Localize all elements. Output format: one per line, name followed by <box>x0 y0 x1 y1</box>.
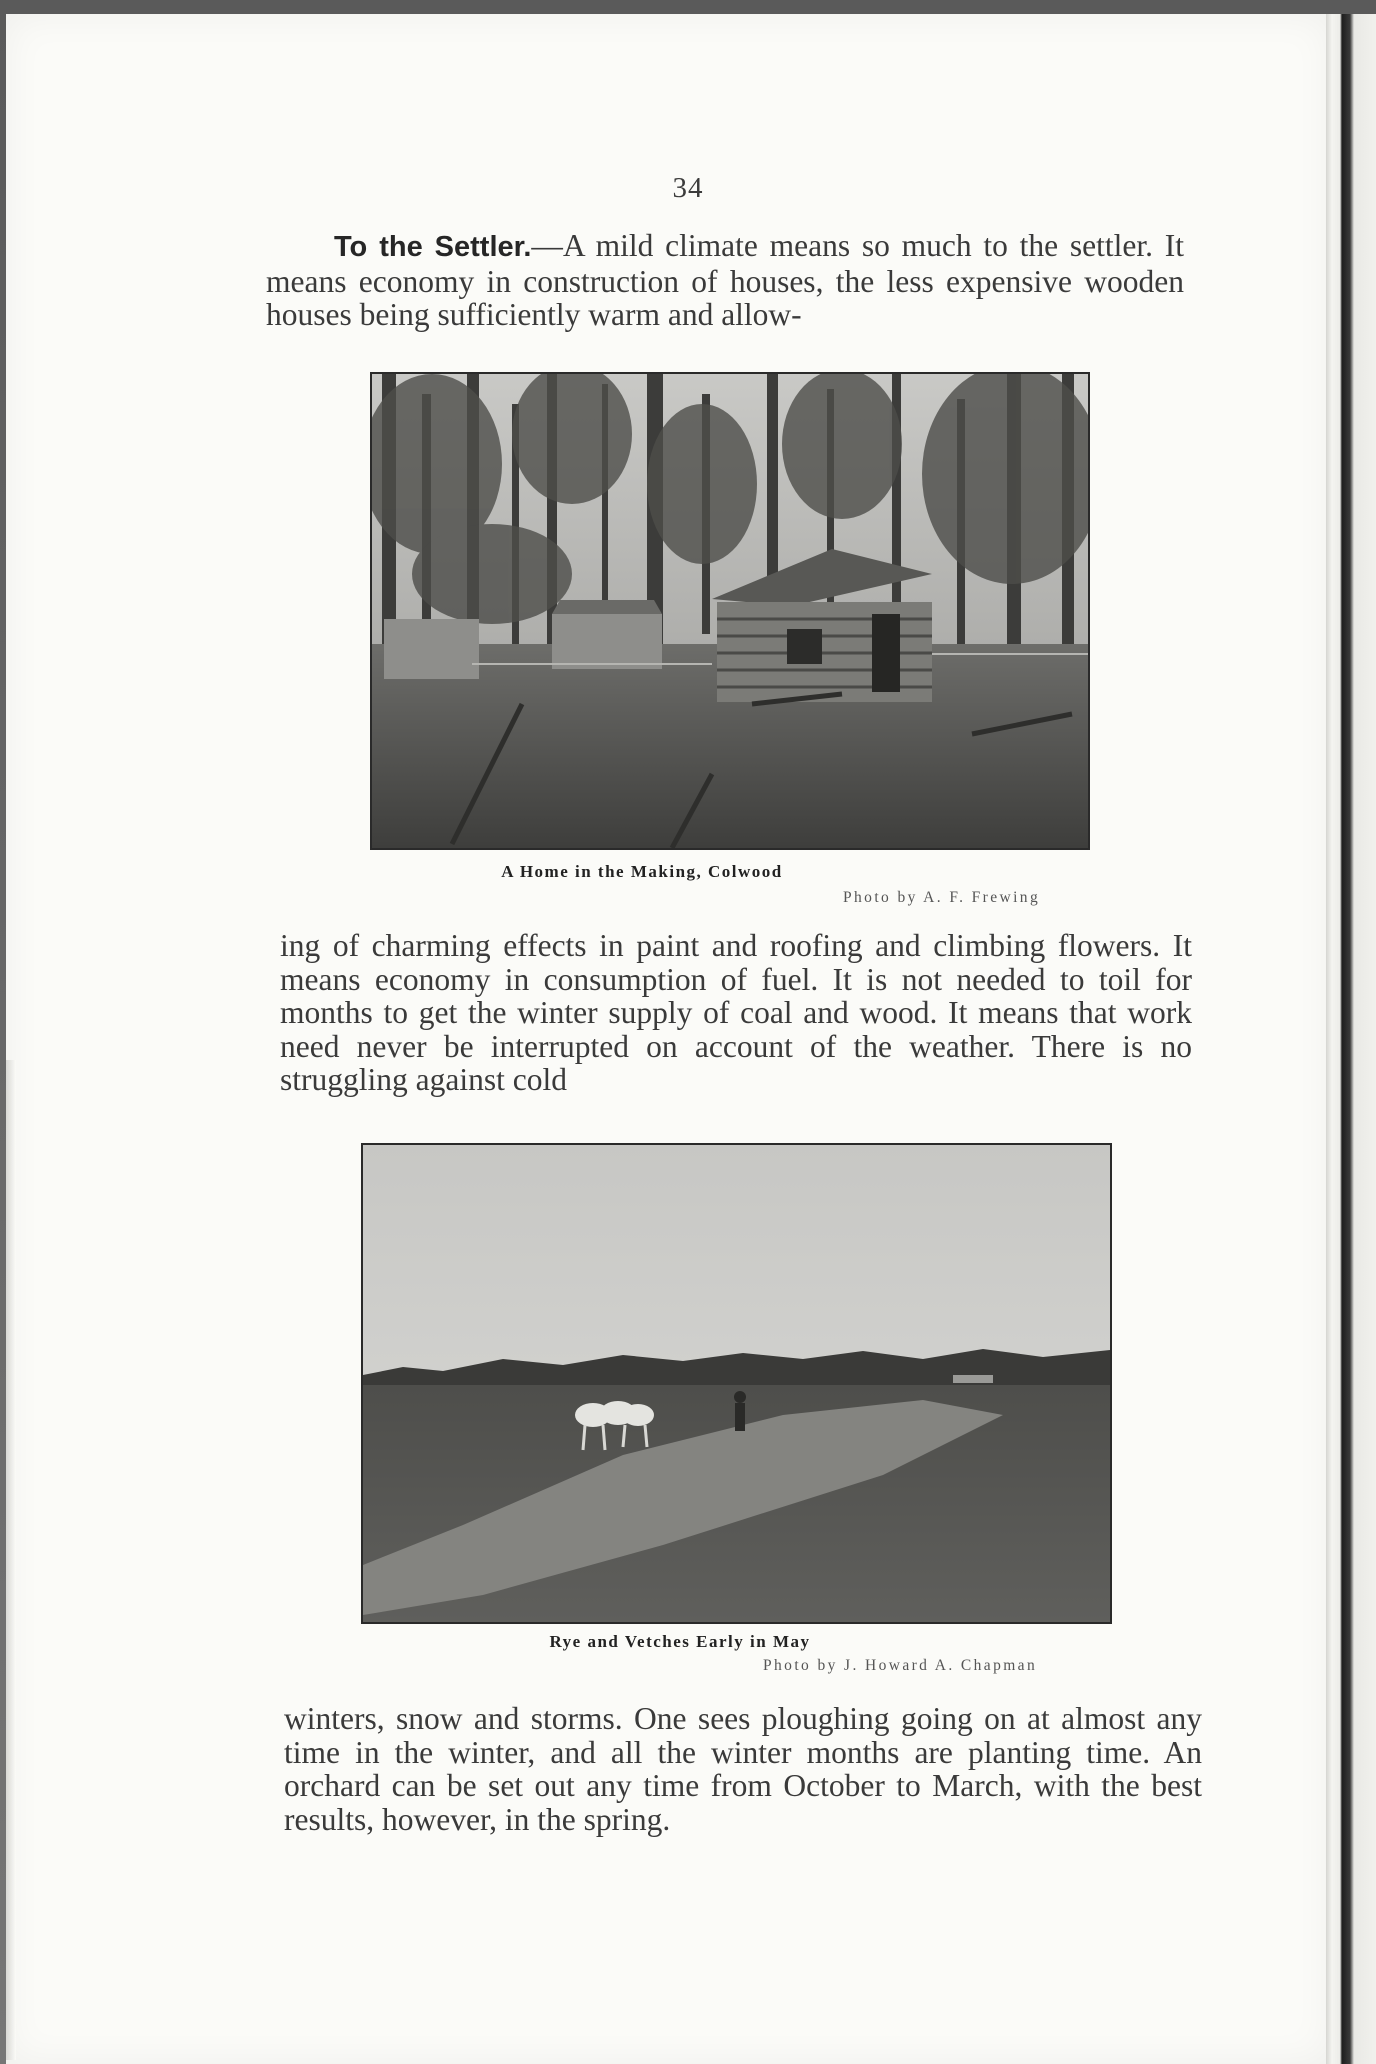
paragraph-body: —A mild climate means so much to the settler. It means economy in construction of houses, the less expensive wooden houses being sufficiently warm and allow- <box>266 228 1185 332</box>
log-cabin-photo <box>370 372 1090 850</box>
figure-caption: A Home in the Making, Colwood <box>501 862 783 881</box>
page-number: 34 <box>672 172 704 204</box>
paragraph-settler <box>266 229 1184 332</box>
figure-caption: Rye and Vetches Early in May <box>549 1632 811 1651</box>
page-edge <box>1326 14 1376 2064</box>
paragraph-lead: To the Settler. <box>334 231 532 263</box>
ploughing-field-photo <box>361 1143 1112 1624</box>
page-fold-shadow <box>6 1060 16 2060</box>
photo-credit: Photo by J. Howard A. Chapman <box>763 1657 1038 1674</box>
photo-credit: Photo by A. F. Frewing <box>843 889 1041 906</box>
paragraph-winters: winters, snow and storms. One sees ploughing going on at almost any time in the winter, and all the winter months are planting time. An orchard can be set out any time from October to March, with the best results, however, in the spring. <box>284 1701 1202 1837</box>
paragraph-fuel: ing of charming effects in paint and roofing and climbing flowers. It means economy in consumption of fuel. It is not needed to toil for months to get the winter supply of coal and wood. It means that work need never be interrupted on account of the weather. There is no struggling against cold <box>280 928 1192 1097</box>
